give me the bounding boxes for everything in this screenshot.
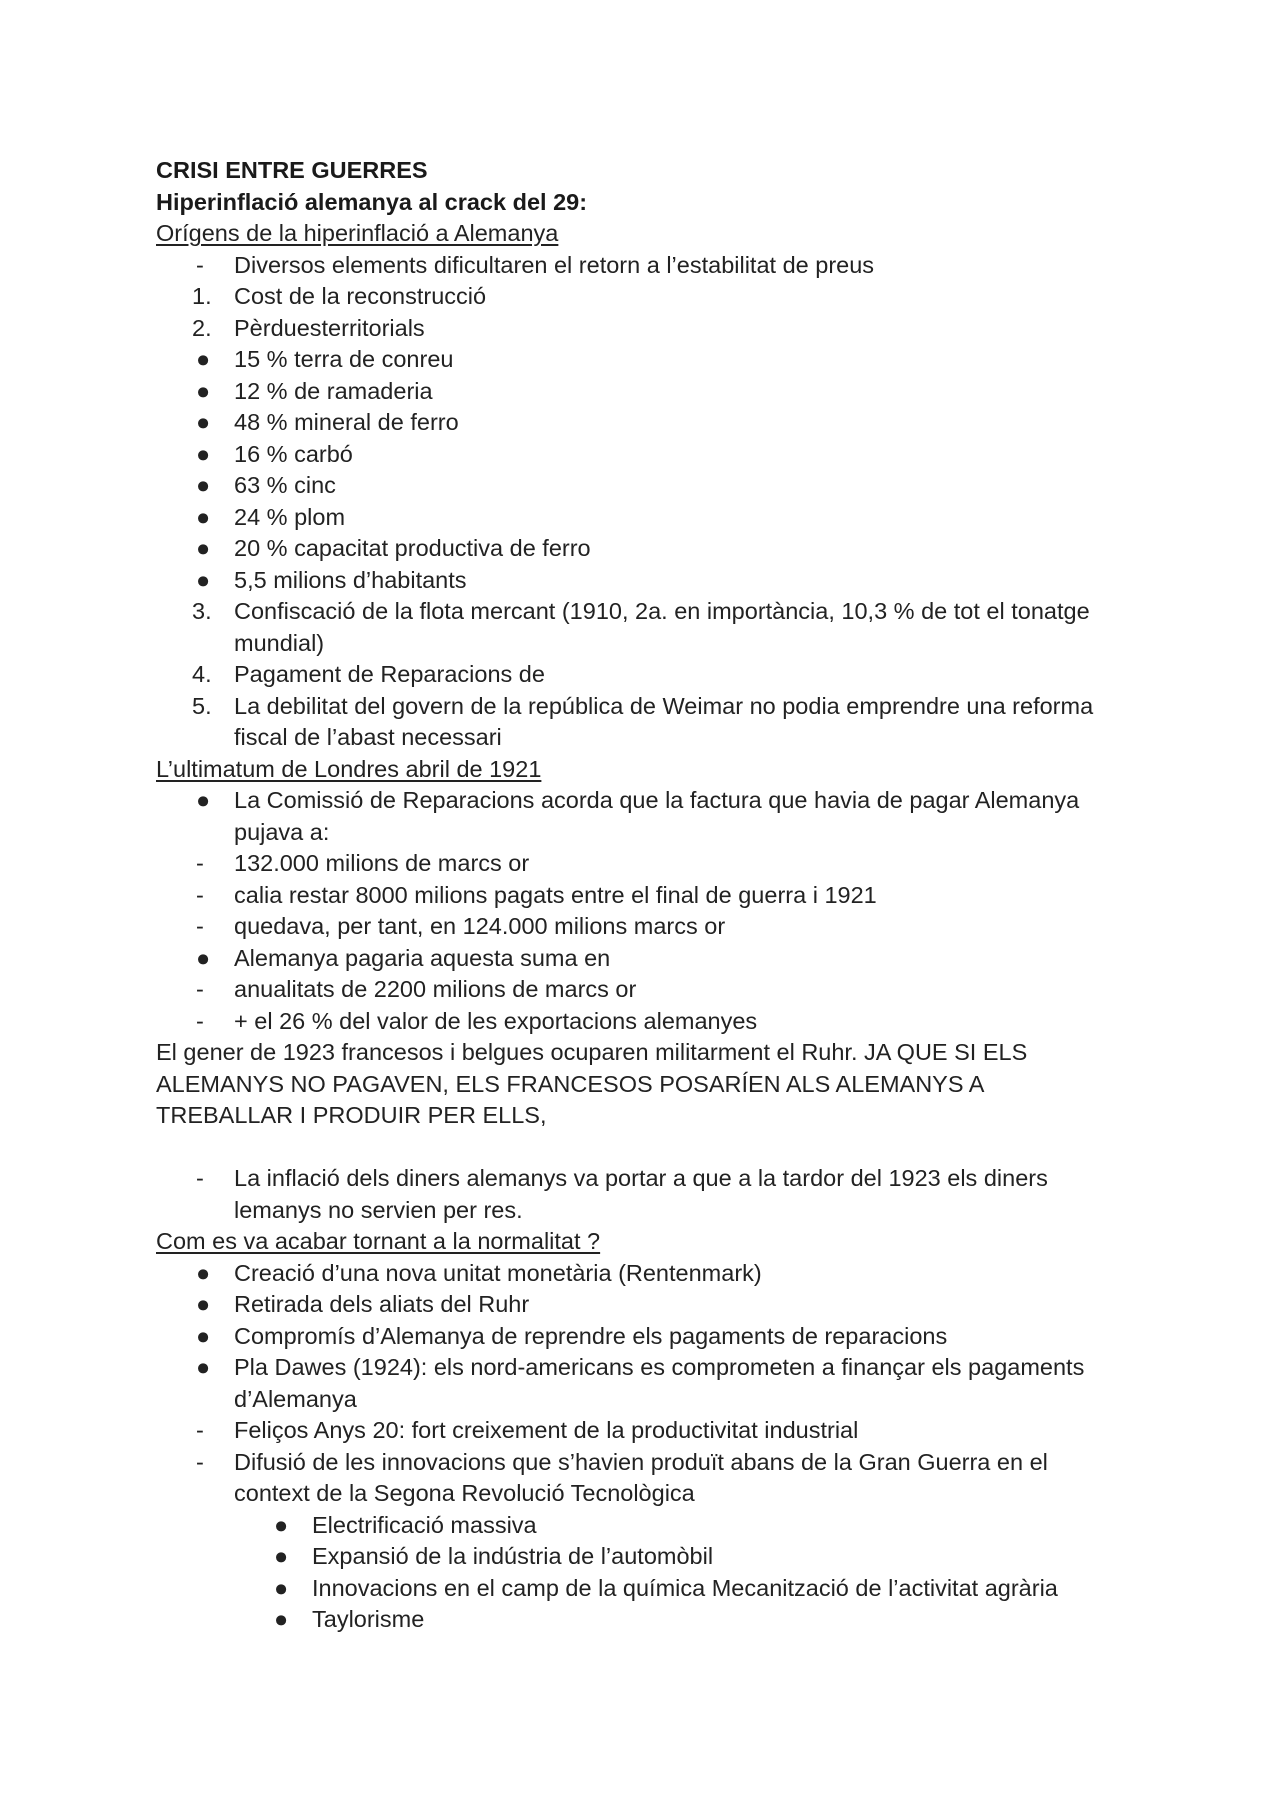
list-marker: ● [274, 1543, 289, 1569]
list-marker: ● [196, 503, 211, 530]
list-marker: - [196, 913, 204, 939]
list-item [156, 1415, 1116, 1447]
list-item [156, 1258, 1116, 1290]
list-item [156, 911, 1116, 943]
list-marker: ● [274, 1511, 289, 1538]
list-item-text: 48 % mineral de ferro [234, 409, 459, 435]
list-item [156, 1573, 1116, 1605]
list-item-text: Difusió de les innovacions que s’havien produït abans de la Gran Guerra en el context de la Segona Revolució Tecnològica [234, 1448, 1048, 1506]
list-marker: - [196, 1448, 204, 1475]
list-marker: - [196, 1417, 204, 1443]
list-item-text: 12 % de ramaderia [234, 377, 433, 404]
list-item [156, 439, 1116, 471]
document-title: CRISI ENTRE GUERRES [156, 157, 428, 183]
list-item [156, 880, 1116, 912]
list-item [156, 1289, 1116, 1321]
paragraph-line: ALEMANYS NO PAGAVEN, ELS FRANCESOS POSARÍEN ALS ALEMANYS A [156, 1070, 985, 1097]
list-item [156, 785, 1116, 848]
list-item-text: La inflació dels diners alemanys va portar a que a la tardor del 1923 els diners lemanys no servien per res. [234, 1165, 1048, 1223]
list-marker: ● [196, 409, 211, 435]
list-marker: - [196, 881, 204, 908]
list-marker: ● [196, 566, 211, 593]
section-heading-ultimatum: L’ultimatum de Londres abril de 1921 [156, 755, 542, 782]
list-item [156, 1447, 1116, 1510]
list-marker: ● [196, 787, 211, 813]
list-marker: 1. [192, 283, 212, 309]
list-marker: ● [196, 377, 211, 404]
list-marker: ● [196, 1291, 211, 1317]
document-content [156, 155, 1116, 1636]
list-item-text: Alemanya pagaria aquesta suma en [234, 944, 611, 971]
paragraph-line: El gener de 1923 francesos i belgues ocuparen militarment el Ruhr. JA QUE SI ELS [156, 1039, 1028, 1065]
list-marker: - [196, 976, 204, 1002]
list-item-text: Pèrduesterritorials [234, 314, 425, 341]
list-item [156, 407, 1116, 439]
list-item [156, 596, 1116, 659]
list-marker: ● [196, 472, 211, 498]
list-item-text: La Comissió de Reparacions acorda que la factura que havia de pagar Alemanya pujava a: [234, 787, 1080, 845]
list-item-text: Pagament de Reparacions de [234, 661, 545, 687]
list-item-text: Expansió de la indústria de l’automòbil [312, 1543, 714, 1569]
list-marker: 5. [192, 692, 212, 719]
list-item-text: 5,5 milions d’habitants [234, 566, 467, 593]
list-item-text: Compromís d’Alemanya de reprendre els pagaments de reparacions [234, 1322, 948, 1349]
list-marker: 4. [192, 661, 212, 687]
list-item [156, 344, 1116, 376]
list-item-text: 20 % capacitat productiva de ferro [234, 535, 591, 561]
list-item-text: Retirada dels aliats del Ruhr [234, 1291, 530, 1317]
list-item-text: calia restar 8000 milions pagats entre el final de guerra i 1921 [234, 881, 877, 908]
list-item-text: anualitats de 2200 milions de marcs or [234, 976, 637, 1002]
list-marker: - [196, 1007, 204, 1034]
list-marker: ● [196, 1354, 211, 1380]
list-item [156, 1163, 1116, 1226]
list-marker: - [196, 850, 204, 876]
list-marker: 3. [192, 598, 212, 624]
list-item [156, 281, 1116, 313]
list-item [156, 974, 1116, 1006]
list-item [156, 1510, 1116, 1542]
list-item-text: Pla Dawes (1924): els nord-americans es comprometen a finançar els pagaments d’Alemanya [234, 1354, 1085, 1412]
list-item [156, 313, 1116, 345]
list-item-text: Cost de la reconstrucció [234, 283, 487, 309]
paragraph-line: TREBALLAR I PRODUIR PER ELLS, [156, 1102, 547, 1128]
list-item [156, 659, 1116, 691]
list-marker: ● [196, 440, 211, 467]
list-item [156, 1541, 1116, 1573]
list-item-text: 63 % cinc [234, 472, 336, 498]
list-marker: ● [274, 1574, 289, 1601]
list-item-text: Electrificació massiva [312, 1511, 537, 1538]
list-item-text: Confiscació de la flota mercant (1910, 2a. en importància, 10,3 % de tot el tonatge mundial) [234, 598, 1090, 656]
list-item-text: 15 % terra de conreu [234, 346, 454, 372]
list-item-text: 16 % carbó [234, 440, 353, 467]
list-item-text: Taylorisme [312, 1606, 425, 1632]
list-item-text: quedava, per tant, en 124.000 milions marcs or [234, 913, 726, 939]
list-marker: - [196, 251, 204, 278]
list-item [156, 250, 1116, 282]
list-item-text: + el 26 % del valor de les exportacions alemanyes [234, 1007, 758, 1034]
list-item [156, 848, 1116, 880]
list-item-text: 24 % plom [234, 503, 346, 530]
list-marker: ● [274, 1606, 289, 1632]
list-marker: ● [196, 1259, 211, 1286]
list-item [156, 1604, 1116, 1636]
section-heading-origins: Orígens de la hiperinflació a Alemanya [156, 220, 559, 246]
document-subtitle: Hiperinflació alemanya al crack del 29: [156, 188, 588, 215]
list-marker: ● [196, 535, 211, 561]
list-item [156, 1352, 1116, 1415]
list-item-text: Diversos elements dificultaren el retorn a l’estabilitat de preus [234, 251, 875, 278]
list-item-text: 132.000 milions de marcs or [234, 850, 530, 876]
list-item-text: Feliços Anys 20: fort creixement de la productivitat industrial [234, 1417, 859, 1443]
list-item [156, 565, 1116, 597]
list-item [156, 691, 1116, 754]
list-item-text: La debilitat del govern de la república de Weimar no podia emprendre una reforma fiscal de l’abast necessari [234, 692, 1094, 750]
list-item-text: Creació d’una nova unitat monetària (Rentenmark) [234, 1259, 762, 1286]
list-marker: ● [196, 346, 211, 372]
list-item [156, 376, 1116, 408]
list-item [156, 470, 1116, 502]
list-item [156, 502, 1116, 534]
list-item-text: Innovacions en el camp de la química Mecanització de l’activitat agrària [312, 1574, 1058, 1601]
list-item [156, 533, 1116, 565]
section-heading-normality: Com es va acabar tornant a la normalitat ? [156, 1228, 601, 1254]
list-marker: ● [196, 944, 211, 971]
list-item [156, 1006, 1116, 1038]
list-marker: ● [196, 1322, 211, 1349]
list-item [156, 943, 1116, 975]
blank-line [156, 1132, 1116, 1164]
list-item [156, 1321, 1116, 1353]
list-marker: 2. [192, 314, 212, 341]
list-marker: - [196, 1165, 204, 1191]
